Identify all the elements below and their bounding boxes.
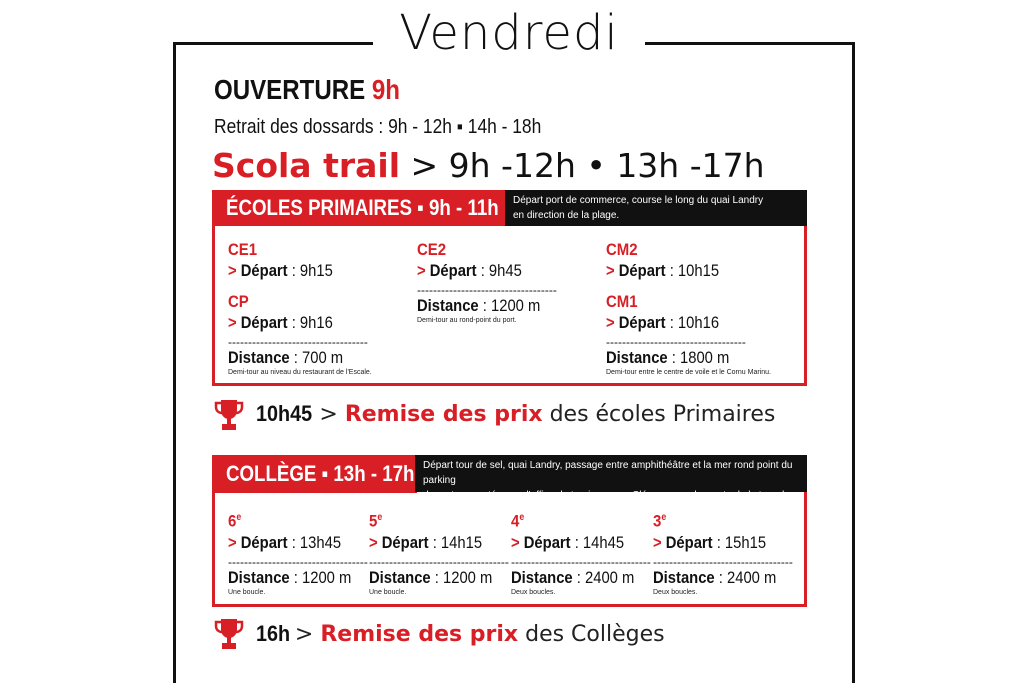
day-title: Vendredi (399, 5, 619, 61)
distance-note: Demi-tour entre le centre de voile et le Cornu Marinu. (606, 369, 771, 376)
level-suffix: e (236, 512, 242, 523)
distance-line (511, 568, 634, 588)
distance-line (417, 296, 540, 316)
primaires-route-note-line2: en direction de la plage. (513, 210, 620, 221)
distance-note: Une boucle. (369, 588, 407, 596)
depart-time: : 14h45 (570, 532, 625, 552)
depart-line (228, 260, 333, 282)
bib-pickup-hours: Retrait des dossards : 9h - 12h ▪ 14h - 18h (214, 116, 542, 138)
primaires-route-note-line1: Départ port de commerce, course le long du quai Landry (513, 195, 764, 206)
group-ce2 (417, 240, 565, 325)
depart-line (511, 532, 624, 554)
dash-separator: ----------------------------------- (228, 554, 368, 569)
level-label: CM2 (606, 240, 638, 259)
distance-label: Distance (228, 567, 290, 587)
distance-label: Distance (369, 567, 431, 587)
distance-label: Distance (653, 567, 715, 587)
distance-value: : 2400 m (572, 567, 635, 587)
depart-time: : 13h45 (287, 532, 342, 552)
primaires-route-note (505, 190, 807, 226)
group-3e (653, 508, 795, 597)
distance-label: Distance (417, 296, 479, 315)
depart-line (369, 532, 482, 554)
group-5e (369, 508, 511, 597)
dash-separator: ----------------------------------- (511, 554, 651, 569)
depart-arrow: > (606, 261, 619, 280)
distance-line (606, 348, 729, 368)
dash-separator: ----------------------------------- (653, 554, 793, 569)
depart-label: Départ (240, 532, 288, 552)
prize-rest: des Collèges (518, 622, 665, 647)
level-label: CP (228, 292, 249, 311)
group-cm2 (606, 240, 736, 282)
level-label (653, 508, 666, 532)
prize-label: Remise des prix (344, 402, 543, 427)
distance-label: Distance (511, 567, 573, 587)
primaires-header (212, 190, 508, 226)
level-label: CM1 (606, 292, 638, 311)
prize-time: 16h (256, 621, 291, 646)
primaires-header-text: ÉCOLES PRIMAIRES ▪ 9h - 11h (226, 195, 499, 220)
distance-value: : 1800 m (667, 348, 730, 367)
level-label (369, 508, 382, 532)
depart-line (228, 312, 333, 334)
prize-time: 10h45 (256, 401, 313, 426)
college-header-text: COLLÈGE ▪ 13h - 17h (226, 461, 415, 486)
depart-line (228, 532, 341, 554)
depart-line (417, 260, 522, 282)
trophy-icon (214, 617, 244, 651)
distance-note: Deux boucles. (511, 588, 556, 596)
distance-value: : 2400 m (714, 567, 777, 587)
distance-line (369, 568, 492, 588)
depart-time: : 9h16 (287, 313, 333, 332)
group-6e (228, 508, 370, 597)
level-suffix: e (519, 512, 525, 523)
scola-title: Scola trail (212, 146, 401, 185)
depart-time: : 10h15 (665, 261, 720, 280)
distance-note: Demi-tour au niveau du restaurant de l'Escale. (228, 369, 372, 376)
depart-arrow: > (511, 532, 524, 552)
level-number: 6 (228, 511, 237, 531)
depart-label: Départ (240, 313, 288, 332)
depart-time: : 14h15 (428, 532, 483, 552)
scola-schedule: > 9h -12h • 13h -17h (410, 146, 765, 185)
depart-label: Départ (429, 261, 477, 280)
level-label: CE1 (228, 240, 258, 259)
distance-note: Une boucle. (228, 588, 266, 596)
level-label (228, 508, 241, 532)
dash-separator: ----------------------------------- (417, 283, 557, 297)
distance-line (228, 568, 351, 588)
group-ce1 (228, 240, 349, 282)
scola-trail-heading (212, 146, 765, 186)
depart-arrow: > (653, 532, 666, 552)
depart-arrow: > (228, 532, 241, 552)
depart-label: Départ (618, 313, 666, 332)
college-header (212, 455, 417, 493)
distance-line (653, 568, 776, 588)
frame-right-border (852, 42, 855, 683)
depart-label: Départ (381, 532, 429, 552)
depart-time: : 9h45 (476, 261, 522, 280)
distance-value: : 700 m (289, 348, 344, 367)
distance-label: Distance (228, 348, 290, 367)
depart-line (653, 532, 766, 554)
distance-note: Demi-tour au rond-point du port. (417, 317, 517, 324)
depart-arrow: > (369, 532, 382, 552)
level-suffix: e (377, 512, 383, 523)
dash-separator: ----------------------------------- (606, 335, 746, 349)
college-route-note-line2: du port, remontée vers l'office du tourisme, rue Clémenceau descente de la tour du sel. (423, 490, 790, 516)
primaires-prize-line (256, 400, 775, 429)
dash-separator: ----------------------------------- (369, 554, 509, 569)
distance-note: Deux boucles. (653, 588, 698, 596)
depart-label: Départ (240, 261, 288, 280)
college-route-note-line1: Départ tour de sel, quai Landry, passage entre amphithéâtre et la mer rond point du parking (423, 460, 793, 486)
opening-label: OUVERTURE (214, 74, 366, 105)
group-cp (228, 292, 376, 377)
opening-heading (214, 72, 400, 108)
depart-line (606, 312, 719, 334)
distance-label: Distance (606, 348, 668, 367)
prize-label: Remise des prix (320, 622, 519, 647)
depart-label: Départ (618, 261, 666, 280)
level-number: 3 (653, 511, 662, 531)
depart-time: : 10h16 (665, 313, 720, 332)
level-number: 5 (369, 511, 378, 531)
college-route-note (415, 455, 807, 516)
level-label: CE2 (417, 240, 447, 259)
frame-top-right-border (645, 42, 855, 45)
prize-arrow: > (287, 622, 321, 647)
depart-arrow: > (228, 261, 241, 280)
depart-time: : 9h15 (287, 261, 333, 280)
distance-value: : 1200 m (289, 567, 352, 587)
depart-arrow: > (606, 313, 619, 332)
dash-separator: ----------------------------------- (228, 335, 368, 349)
group-cm1 (606, 292, 771, 377)
prize-arrow: > (312, 402, 345, 427)
opening-time: 9h (371, 74, 400, 105)
group-4e (511, 508, 653, 597)
depart-line (606, 260, 719, 282)
depart-arrow: > (417, 261, 430, 280)
distance-value: : 1200 m (430, 567, 493, 587)
level-suffix: e (661, 512, 667, 523)
level-number: 4 (511, 511, 520, 531)
frame-left-border (173, 42, 176, 683)
college-prize-line (256, 620, 665, 649)
distance-line (228, 348, 343, 368)
depart-label: Départ (523, 532, 571, 552)
level-label (511, 508, 524, 532)
trophy-icon (214, 398, 244, 432)
depart-arrow: > (228, 313, 241, 332)
depart-label: Départ (665, 532, 713, 552)
depart-time: : 15h15 (712, 532, 767, 552)
prize-rest: des écoles Primaires (542, 402, 776, 427)
frame-top-left-border (173, 42, 373, 45)
distance-value: : 1200 m (478, 296, 541, 315)
